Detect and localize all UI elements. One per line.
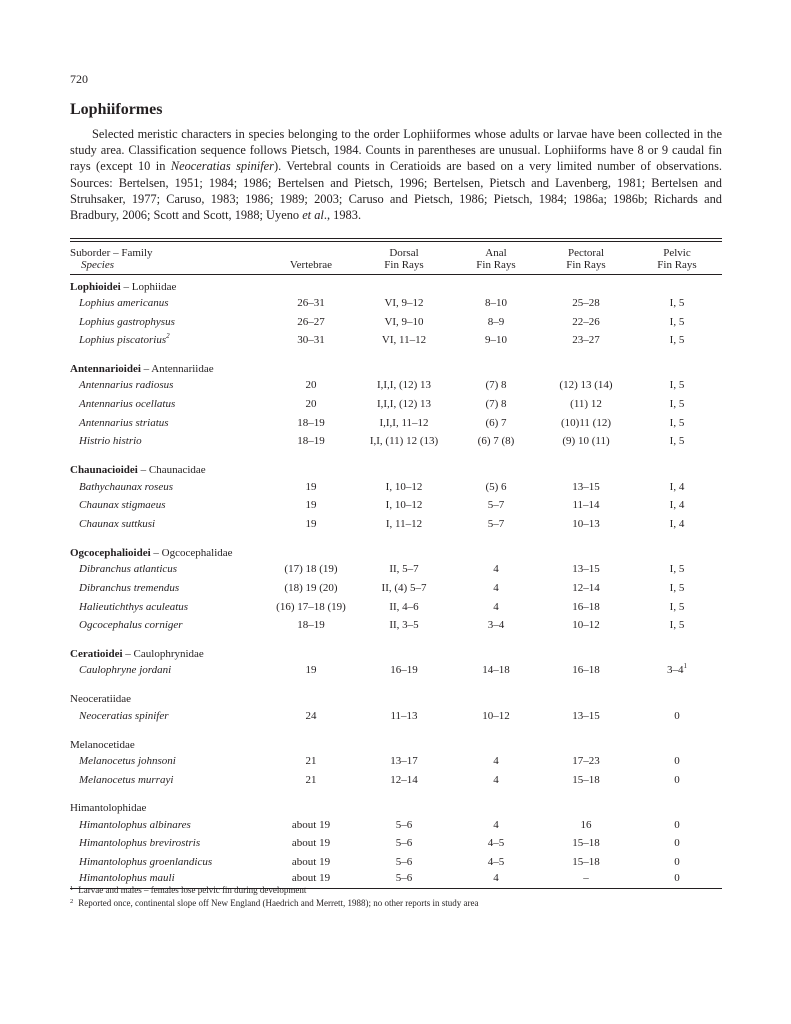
anal-cell: 8–9: [487, 315, 505, 328]
species-label: Antennarius ocellatus: [79, 398, 176, 411]
anal-cell: 4: [493, 872, 499, 885]
footnote-ref: 2: [166, 332, 170, 341]
table-bottom-rule: [70, 888, 722, 889]
pelvic-cell: [632, 579, 722, 598]
pelvic-value: I, 5: [669, 334, 685, 347]
family-row: [70, 539, 722, 560]
anal-cell: 4: [493, 818, 499, 831]
pelvic-value: I, 5: [669, 315, 685, 328]
footnote-1: [70, 884, 478, 897]
pectoral-cell: 16: [580, 818, 592, 831]
table-row: [70, 294, 722, 313]
header-vertebrae: Vertebrae: [289, 259, 333, 271]
family-heading: [70, 356, 722, 377]
anal-cell: (7) 8: [485, 398, 507, 411]
footnote-text: Reported once, continental slope off New England (Haedrich and Merrett, 1988); no other reports in study area: [78, 897, 479, 908]
pelvic-value: I, 4: [669, 499, 685, 512]
species-label: Halieutichthys aculeatus: [79, 600, 189, 613]
anal-cell: 14–18: [482, 664, 510, 677]
species-label: Himantolophus albinares: [79, 818, 191, 831]
species-label: Antennarius radiosus: [79, 379, 174, 392]
family-row: [70, 273, 722, 294]
anal-cell: 4: [493, 581, 499, 594]
species-name: [70, 477, 266, 496]
pelvic-value: 0: [674, 709, 680, 722]
vertebrae-cell: 21: [305, 773, 317, 786]
pelvic-cell: [632, 294, 722, 313]
anal-cell: 3–4: [487, 619, 505, 632]
pelvic-cell: [632, 515, 722, 534]
dorsal-cell: I,I, (11) 12 (13): [369, 435, 439, 448]
anal-cell: 5–7: [487, 499, 505, 512]
species-label: Bathychaunax roseus: [79, 480, 173, 493]
family-row: [70, 457, 722, 478]
pelvic-cell: [632, 376, 722, 395]
pelvic-value: I, 5: [669, 581, 685, 594]
pelvic-value: I, 5: [669, 379, 685, 392]
vertebrae-cell: 19: [305, 480, 317, 493]
family-name: Neoceratiidae: [70, 693, 132, 706]
pelvic-cell: [632, 597, 722, 616]
table-row: [70, 834, 722, 853]
pectoral-cell: 23–27: [572, 334, 600, 347]
anal-cell: (7) 8: [485, 379, 507, 392]
pelvic-cell: [632, 706, 722, 725]
dorsal-cell: II, 4–6: [389, 600, 419, 613]
vertebrae-cell: about 19: [291, 856, 331, 869]
family-row: [70, 686, 722, 707]
species-label: Chaunax stigmaeus: [79, 499, 166, 512]
vertebrae-cell: (17) 18 (19): [284, 563, 338, 576]
family-name: Himantolophidae: [70, 802, 147, 815]
species-name: [70, 661, 266, 680]
pelvic-cell: [632, 853, 722, 872]
anal-cell: (6) 7: [485, 416, 507, 429]
footnote-mark: 2: [70, 897, 74, 905]
pelvic-cell: [632, 834, 722, 853]
header-pelvic-top: Pelvic: [663, 247, 691, 259]
family-name: – Antennariidae: [140, 363, 214, 376]
species-name: [70, 496, 266, 515]
dorsal-cell: 5–6: [395, 872, 413, 885]
anal-cell: 5–7: [487, 518, 505, 531]
species-label: Dibranchus atlanticus: [79, 563, 178, 576]
table-row: [70, 597, 722, 616]
vertebrae-cell: about 19: [291, 872, 331, 885]
species-name: [70, 515, 266, 534]
family-row: [70, 731, 722, 752]
pelvic-cell: [632, 312, 722, 331]
pelvic-cell: [632, 770, 722, 789]
pectoral-cell: (9) 10 (11): [562, 435, 610, 448]
pelvic-cell: [632, 331, 722, 350]
table-row: [70, 331, 722, 350]
footnote-text: Larvae and males – females lose pelvic fin during development: [78, 885, 307, 895]
pelvic-value: I, 4: [669, 518, 685, 531]
family-name: – Chaunacidae: [137, 464, 206, 477]
pectoral-cell: 12–14: [572, 581, 600, 594]
species-label: Himantolophus mauli: [79, 872, 175, 885]
anal-cell: 4–5: [487, 837, 505, 850]
header-pectoral-top: Pectoral: [567, 247, 605, 259]
family-row: [70, 795, 722, 816]
species-label: Himantolophus brevirostris: [79, 837, 201, 850]
table-row: [70, 853, 722, 872]
pelvic-cell: [632, 871, 722, 885]
pelvic-cell: [632, 496, 722, 515]
header-dorsal-top: Dorsal: [389, 247, 419, 259]
table-row: [70, 413, 722, 432]
pelvic-value: I, 5: [669, 296, 685, 309]
pectoral-cell: 25–28: [572, 296, 600, 309]
species-label: Lophius piscatorius: [79, 334, 167, 347]
vertebrae-cell: 19: [305, 664, 317, 677]
vertebrae-cell: (16) 17–18 (19): [276, 600, 346, 613]
species-name: [70, 413, 266, 432]
pelvic-cell: [632, 413, 722, 432]
family-heading: [70, 686, 722, 707]
suborder-name: Ogcocephalioidei: [70, 546, 151, 559]
pelvic-cell: [632, 616, 722, 635]
anal-cell: (6) 7 (8): [477, 435, 515, 448]
dorsal-cell: 5–6: [395, 837, 413, 850]
species-name: [70, 331, 266, 350]
header-species: Species: [81, 259, 114, 271]
species-label: Melanocetus johnsoni: [79, 754, 176, 767]
intro-text-3: ., 1983.: [323, 208, 362, 223]
anal-cell: 4–5: [487, 856, 505, 869]
page-title: Lophiiformes: [70, 101, 163, 118]
pelvic-value: 0: [674, 837, 680, 850]
anal-cell: 9–10: [485, 334, 507, 347]
species-name: [70, 579, 266, 598]
dorsal-cell: II, (4) 5–7: [381, 581, 427, 594]
vertebrae-cell: 18–19: [297, 416, 325, 429]
dorsal-cell: VI, 9–12: [384, 296, 424, 309]
pelvic-value: 0: [674, 856, 680, 869]
vertebrae-cell: 19: [305, 499, 317, 512]
vertebrae-cell: (18) 19 (20): [284, 581, 338, 594]
family-heading: [70, 457, 722, 478]
dorsal-cell: I, 11–12: [385, 518, 423, 531]
pelvic-cell: [632, 477, 722, 496]
anal-cell: 4: [493, 754, 499, 767]
pectoral-cell: (12) 13 (14): [559, 379, 613, 392]
dorsal-cell: 5–6: [395, 856, 413, 869]
family-row: [70, 641, 722, 662]
pectoral-cell: 16–18: [572, 664, 600, 677]
table-row: [70, 312, 722, 331]
table-row: [70, 752, 722, 771]
dorsal-cell: II, 3–5: [389, 619, 419, 632]
intro-paragraph: [70, 126, 722, 223]
species-label: Ogcocephalus corniger: [79, 619, 183, 632]
family-heading: [70, 731, 722, 752]
vertebrae-cell: 24: [305, 709, 317, 722]
pelvic-cell: [632, 752, 722, 771]
species-label: Lophius americanus: [79, 296, 169, 309]
vertebrae-cell: 20: [305, 379, 317, 392]
vertebrae-cell: about 19: [291, 818, 331, 831]
intro-italic-etal: et al: [302, 208, 324, 223]
pectoral-cell: 13–15: [572, 563, 600, 576]
family-heading: [70, 641, 722, 662]
intro-italic-species: Neoceratias spinifer: [170, 159, 274, 174]
pectoral-cell: 15–18: [572, 837, 600, 850]
anal-cell: 4: [493, 563, 499, 576]
pelvic-value: I, 5: [669, 398, 685, 411]
table-row: [70, 770, 722, 789]
pelvic-value: I, 5: [669, 435, 685, 448]
vertebrae-cell: 26–27: [297, 315, 325, 328]
vertebrae-cell: 18–19: [297, 619, 325, 632]
vertebrae-cell: 18–19: [297, 435, 325, 448]
species-label: Melanocetus murrayi: [79, 773, 174, 786]
species-name: [70, 770, 266, 789]
table-row: [70, 477, 722, 496]
anal-cell: 4: [493, 600, 499, 613]
species-name: [70, 815, 266, 834]
pectoral-cell: (10)11 (12): [561, 416, 611, 429]
pelvic-cell: [632, 432, 722, 451]
dorsal-cell: 11–13: [390, 709, 418, 722]
dorsal-cell: I, 10–12: [385, 499, 423, 512]
family-row: [70, 356, 722, 377]
dorsal-cell: 16–19: [390, 664, 418, 677]
pelvic-cell: [632, 560, 722, 579]
header-anal-top: Anal: [485, 247, 507, 259]
intro-text-1: Selected meristic characters in species belonging to the order Lophiiformes whose adults or larvae have been collected in the study area. Classification sequence follows Pietsch, 1984. Counts in parentheses are unusual. Lophiiforms have 8 or 9 caudal fin rays (except 10 in: [70, 127, 722, 174]
dorsal-cell: I, 10–12: [385, 480, 423, 493]
family-name: – Lophiidae: [120, 280, 177, 293]
family-heading: [70, 273, 722, 294]
vertebrae-cell: 20: [305, 398, 317, 411]
pectoral-cell: 10–13: [572, 518, 600, 531]
table-row: [70, 616, 722, 635]
family-name: – Caulophrynidae: [122, 648, 204, 661]
header-anal-bottom: Fin Rays: [476, 259, 516, 271]
species-name: [70, 597, 266, 616]
species-name: [70, 312, 266, 331]
intro-text-2: ). Vertebral counts in Ceratioids are based on a very limited number of observations. Sources: Bertelsen, 1951; 1984; 1986; Bertelsen and Pietsch, 1996; Bertelsen, Pietsch and Lavenberg, 1981; Bertelsen and Struhsaker, 1977; Caruso, 1983; 1986; 1989; 2003; Caruso and Pietsch, 1986; Pietsch, 1984; 1986a; 1986b; Richards and Bradbury, 2006; Scott and Scott, 1988; Uyeno: [70, 159, 722, 223]
pelvic-value: I, 5: [669, 563, 685, 576]
pelvic-value: I, 5: [669, 600, 685, 613]
species-name: [70, 432, 266, 451]
species-name: [70, 376, 266, 395]
pectoral-cell: –: [583, 872, 589, 885]
table-row: [70, 706, 722, 725]
suborder-name: Antennarioidei: [70, 363, 141, 376]
table-row: [70, 496, 722, 515]
pelvic-value: I, 5: [669, 619, 685, 632]
species-name: [70, 706, 266, 725]
species-label: Himantolophus groenlandicus: [79, 856, 213, 869]
header-family: Suborder – Family: [70, 247, 153, 259]
pectoral-cell: 13–15: [572, 709, 600, 722]
table-row: [70, 560, 722, 579]
pelvic-value: I, 4: [669, 480, 685, 493]
pectoral-cell: (11) 12: [570, 398, 602, 411]
pectoral-cell: 15–18: [572, 773, 600, 786]
suborder-name: Lophioidei: [70, 280, 121, 293]
family-name: – Ogcocephalidae: [150, 546, 233, 559]
table-row: [70, 579, 722, 598]
header-pectoral-bottom: Fin Rays: [566, 259, 606, 271]
header-pelvic-bottom: Fin Rays: [657, 259, 697, 271]
species-label: Histrio histrio: [79, 435, 142, 448]
header-bottom-rule: [70, 274, 722, 275]
dorsal-cell: II, 5–7: [389, 563, 419, 576]
table-body: [70, 273, 722, 885]
species-label: Lophius gastrophysus: [79, 315, 175, 328]
species-name: [70, 395, 266, 414]
pectoral-cell: 16–18: [572, 600, 600, 613]
vertebrae-cell: about 19: [291, 837, 331, 850]
vertebrae-cell: 21: [305, 754, 317, 767]
footnote-mark: 1: [70, 885, 74, 892]
table-row: [70, 661, 722, 680]
meristic-table: [70, 238, 722, 885]
table-row: [70, 395, 722, 414]
anal-cell: 10–12: [482, 709, 510, 722]
vertebrae-cell: 30–31: [297, 334, 325, 347]
anal-cell: (5) 6: [485, 480, 507, 493]
footnote-ref: 1: [683, 662, 687, 671]
header-dorsal-bottom: Fin Rays: [384, 259, 424, 271]
page-number: 720: [70, 72, 88, 86]
dorsal-cell: 12–14: [390, 773, 418, 786]
pelvic-value: I, 5: [669, 416, 685, 429]
family-name: Melanocetidae: [70, 738, 135, 751]
anal-cell: 8–10: [485, 296, 507, 309]
pelvic-cell: [632, 815, 722, 834]
table-row: [70, 432, 722, 451]
species-label: Neoceratias spinifer: [79, 709, 169, 722]
dorsal-cell: I,I,I, (12) 13: [376, 398, 432, 411]
species-label: Chaunax suttkusi: [79, 518, 156, 531]
pelvic-cell: [632, 661, 722, 680]
species-name: [70, 616, 266, 635]
vertebrae-cell: 19: [305, 518, 317, 531]
table-row: [70, 376, 722, 395]
anal-cell: 4: [493, 773, 499, 786]
pelvic-value: 3–4: [667, 664, 684, 677]
dorsal-cell: VI, 11–12: [381, 334, 427, 347]
species-name: [70, 834, 266, 853]
table-row: [70, 815, 722, 834]
dorsal-cell: 13–17: [390, 754, 418, 767]
pelvic-cell: [632, 395, 722, 414]
family-heading: [70, 795, 722, 816]
pelvic-value: 0: [674, 872, 680, 885]
dorsal-cell: VI, 9–10: [384, 315, 424, 328]
species-label: Caulophryne jordani: [79, 664, 172, 677]
pelvic-value: 0: [674, 773, 680, 786]
suborder-name: Chaunacioidei: [70, 464, 138, 477]
family-heading: [70, 539, 722, 560]
pectoral-cell: 15–18: [572, 856, 600, 869]
species-label: Antennarius striatus: [79, 416, 169, 429]
dorsal-cell: 5–6: [395, 818, 413, 831]
suborder-name: Ceratioidei: [70, 648, 123, 661]
pelvic-value: 0: [674, 818, 680, 831]
species-name: [70, 752, 266, 771]
pectoral-cell: 13–15: [572, 480, 600, 493]
table-row: [70, 515, 722, 534]
dorsal-cell: I,I,I, 11–12: [379, 416, 429, 429]
footnote-2: [70, 897, 478, 910]
pectoral-cell: 22–26: [572, 315, 600, 328]
pectoral-cell: 11–14: [572, 499, 600, 512]
species-label: Dibranchus tremendus: [79, 581, 180, 594]
vertebrae-cell: 26–31: [297, 296, 325, 309]
pectoral-cell: 17–23: [572, 754, 600, 767]
dorsal-cell: I,I,I, (12) 13: [376, 379, 432, 392]
pelvic-value: 0: [674, 754, 680, 767]
species-name: [70, 560, 266, 579]
species-name: [70, 294, 266, 313]
pectoral-cell: 10–12: [572, 619, 600, 632]
species-name: [70, 853, 266, 872]
